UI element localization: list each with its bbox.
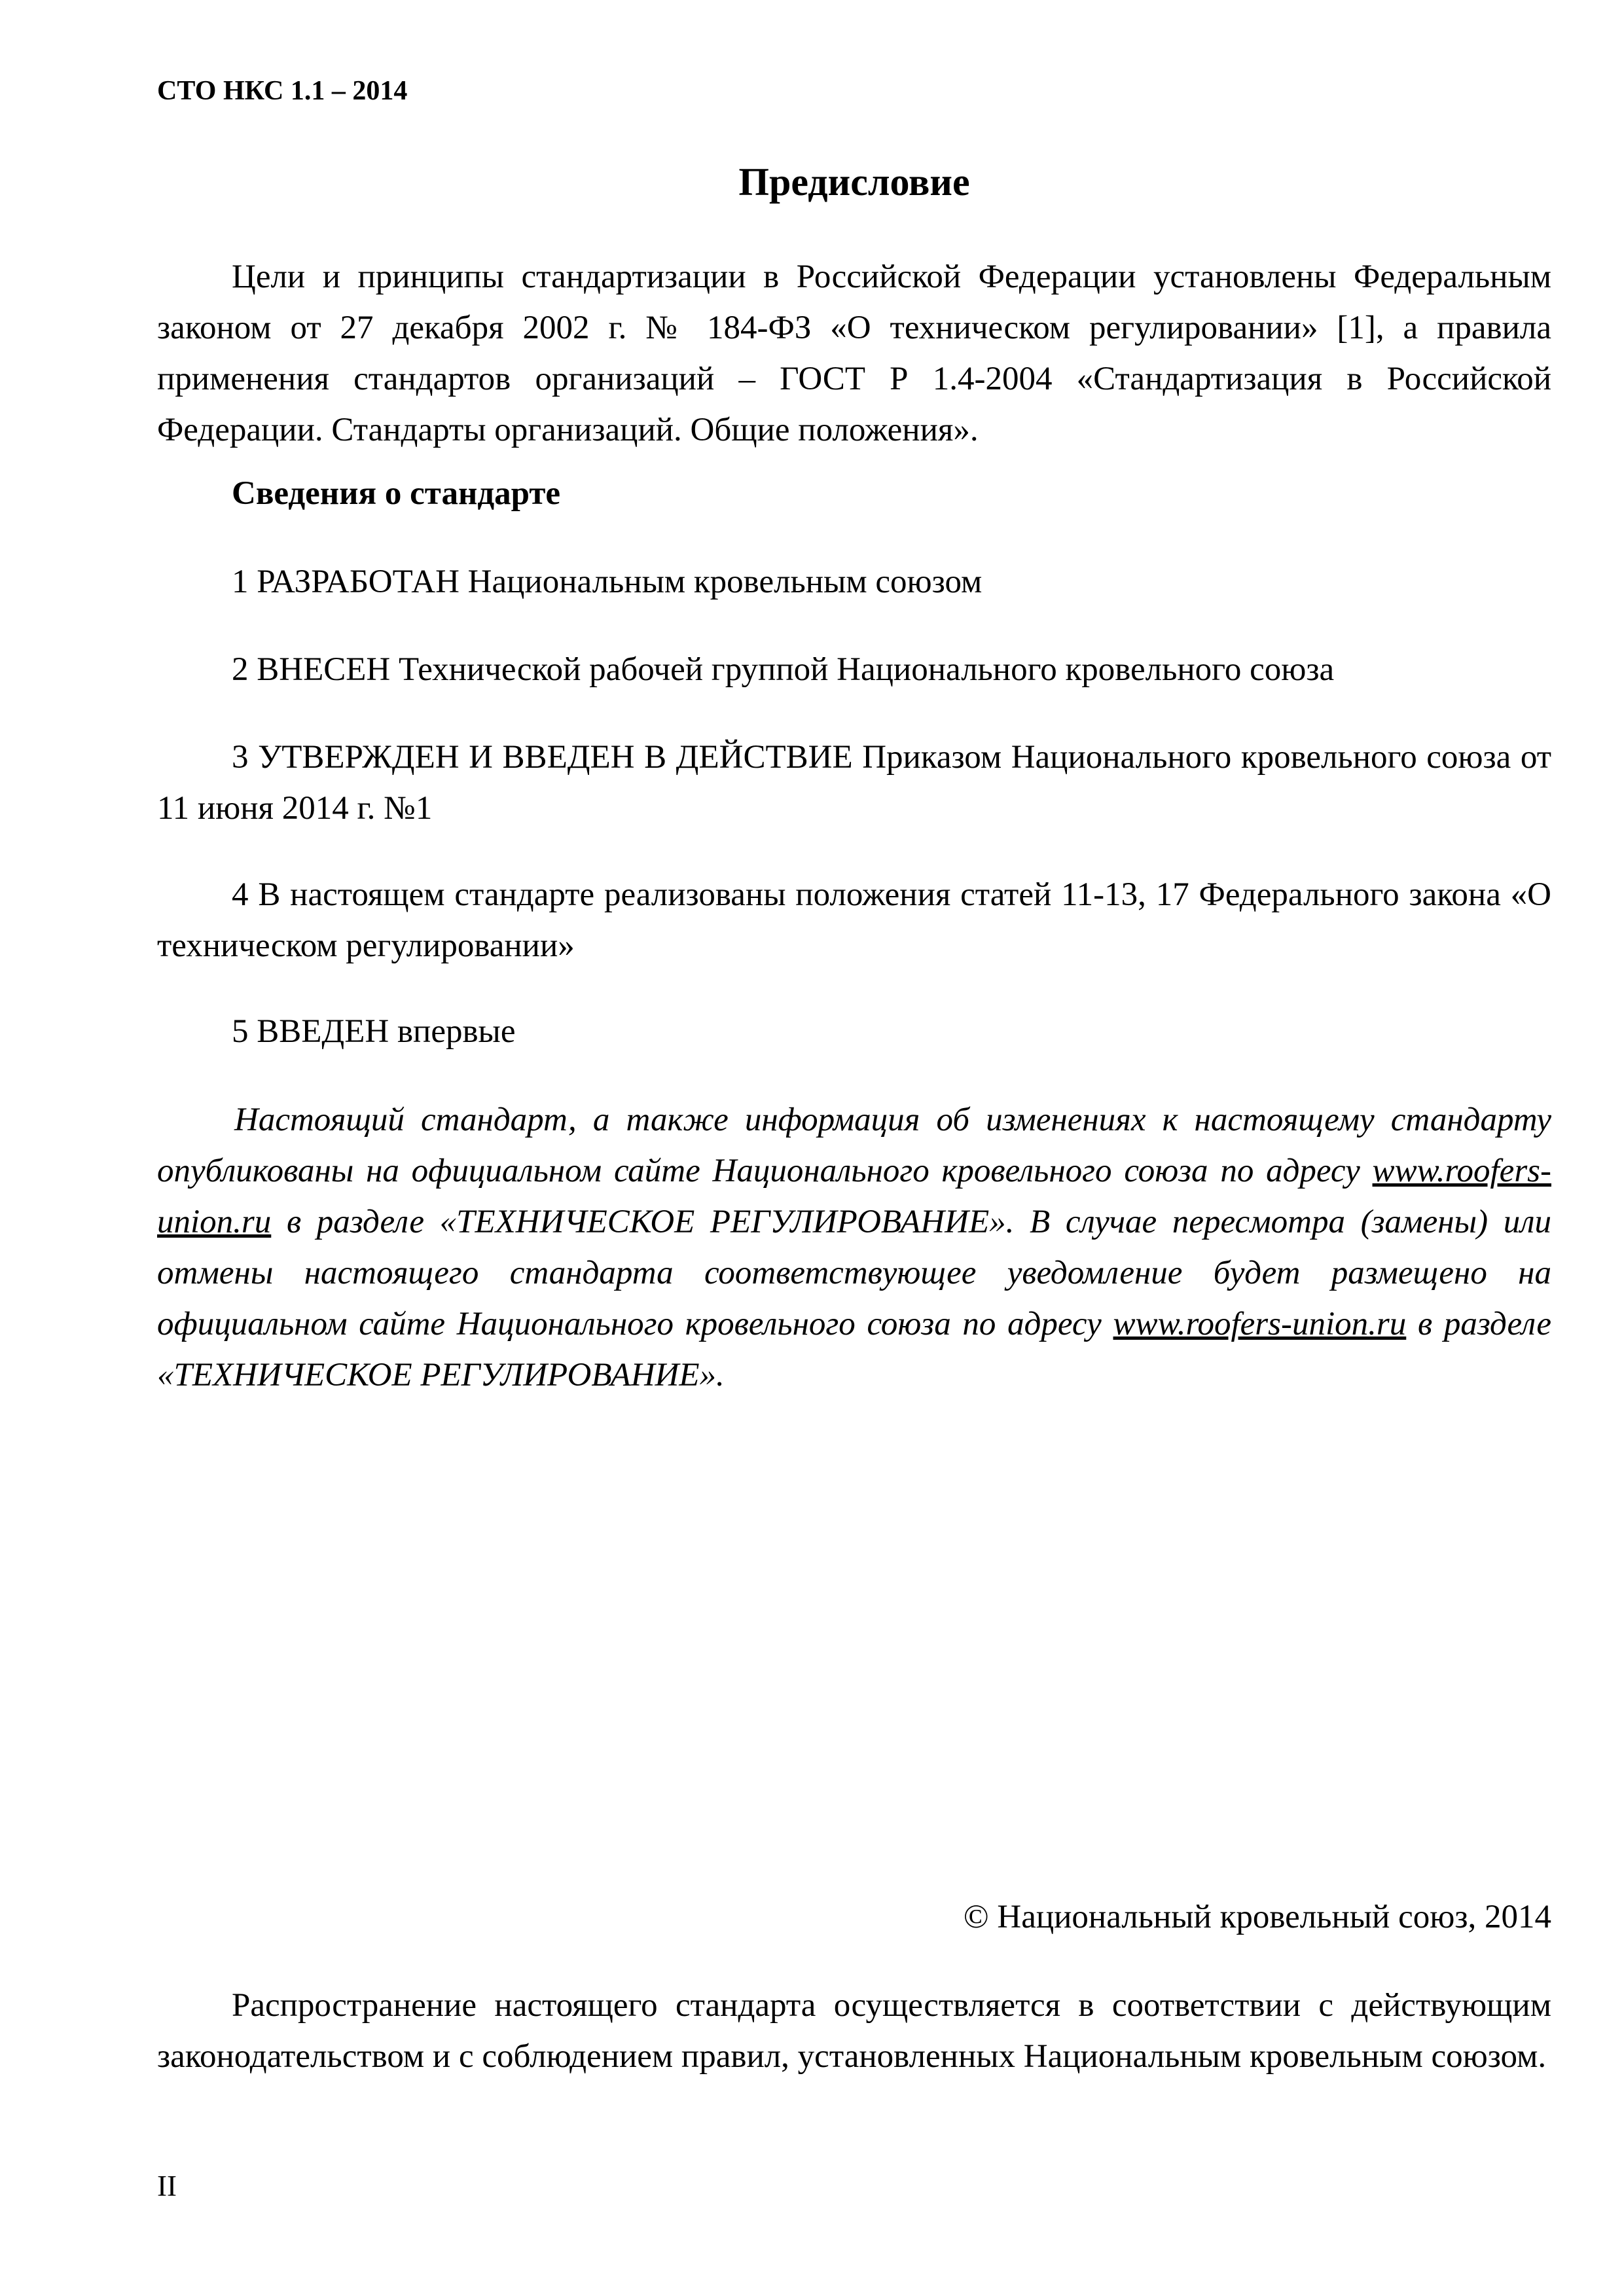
info-item-3: 3 УТВЕРЖДЕН И ВВЕДЕН В ДЕЙСТВИЕ Приказом Национального кровельного союза от 11 июня 2014 г. №1 <box>157 739 1551 827</box>
info-item-2: 2 ВНЕСЕН Технической рабочей группой Национального кровельного союза <box>232 651 1335 688</box>
intro-paragraph: Цели и принципы стандартизации в Российской Федерации установлены Федеральным законом от 27 декабря 2002 г. № 184-ФЗ «О техническом регулировании» [1], а правила применения стандартов организаций – ГОСТ Р 1.4-2004 «Стандартизация в Российской Федерации. Стандарты организаций. Общие положения». <box>157 259 1551 448</box>
notice-text-3: в разделе «ТЕХНИЧЕСКОЕ РЕГУЛИРОВАНИЕ». <box>157 1306 1551 1393</box>
info-item-1: 1 РАЗРАБОТАН Национальным кровельным союзом <box>232 564 983 600</box>
page-number: II <box>157 2170 177 2202</box>
document-page <box>157 0 1551 2296</box>
notice-text-1: Настоящий стандарт, а также информация об изменениях к настоящему стандарту опубликованы на официальном сайте Национального кровельного союза по адресу <box>157 1102 1551 1189</box>
roofers-union-link-2[interactable]: www.roofers-union.ru <box>1113 1306 1407 1342</box>
publication-notice <box>157 1094 1551 1401</box>
info-heading: Сведения о стандарте <box>232 475 561 512</box>
page-title: Предисловие <box>738 160 970 204</box>
standard-code-header: СТО НКС 1.1 – 2014 <box>157 76 408 106</box>
notice-text-2: в разделе «ТЕХНИЧЕСКОЕ РЕГУЛИРОВАНИЕ». В случае пересмотра (замены) или отмены настоящего стандарта соответствующее уведомление будет размещено на официальном сайте Национального кровельного союза по адресу <box>157 1204 1551 1342</box>
roofers-union-link-1[interactable]: www.roofers-union.ru <box>157 1153 1551 1240</box>
copyright-line: © Национальный кровельный союз, 2014 <box>963 1899 1551 1935</box>
info-item-5: 5 ВВЕДЕН впервые <box>232 1013 516 1050</box>
info-item-4: 4 В настоящем стандарте реализованы положения статей 11-13, 17 Федерального закона «О техническом регулировании» <box>157 876 1551 964</box>
distribution-paragraph: Распространение настоящего стандарта осуществляется в соответствии с действующим законодательством и с соблюдением правил, установленных Национальным кровельным союзом. <box>157 1987 1551 2075</box>
